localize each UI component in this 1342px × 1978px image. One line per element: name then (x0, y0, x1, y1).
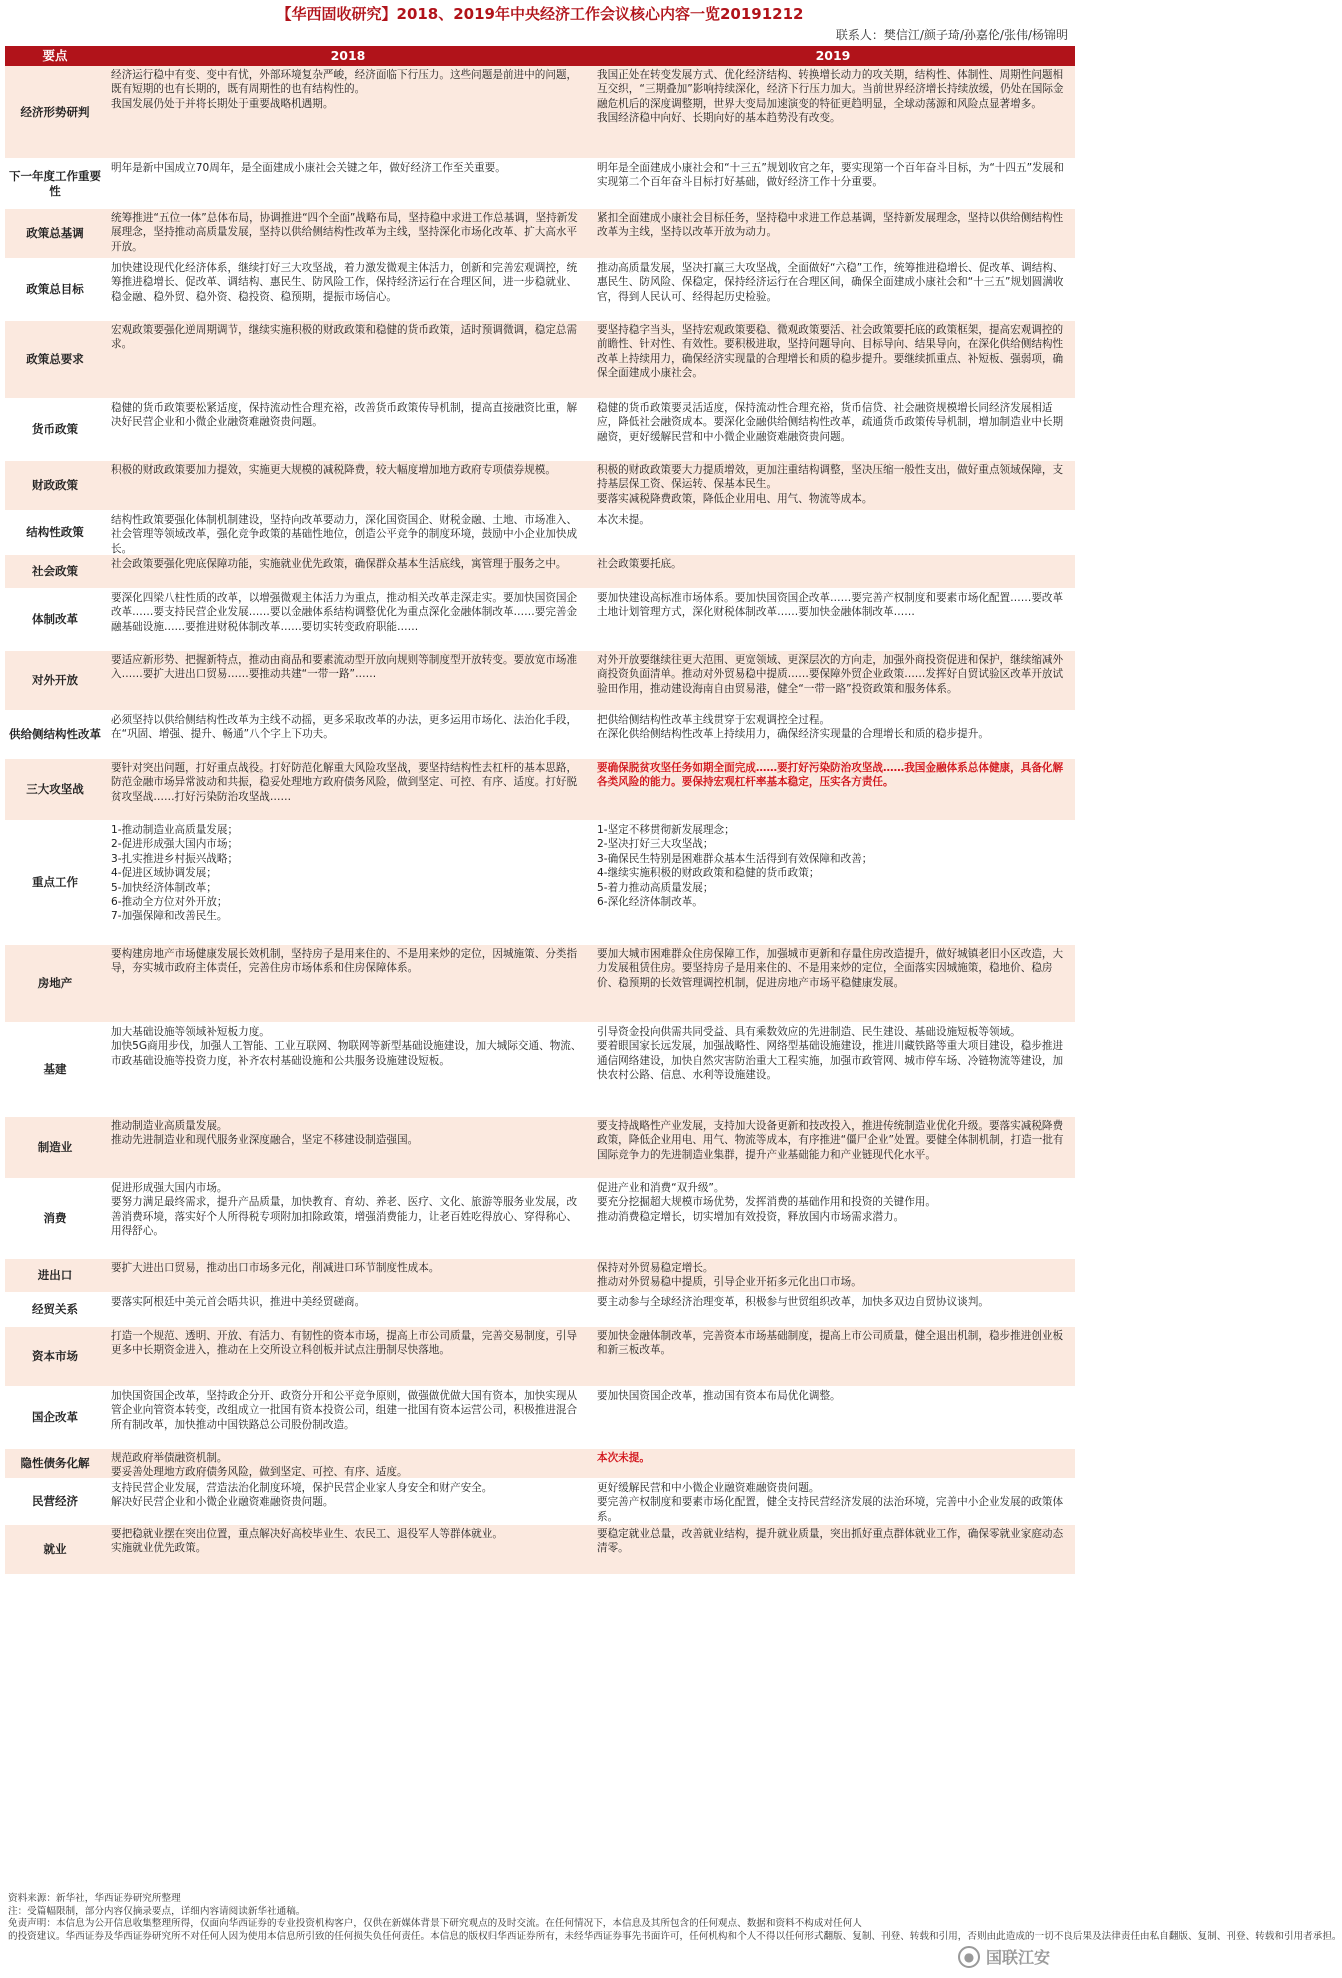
table-row (5, 321, 1075, 399)
table-row (5, 209, 1075, 259)
cell-2019: 要加快金融体制改革，完善资本市场基础制度，提高上市公司质量，健全退出机制，稳步推进创业板和新三板改革。 (597, 1330, 1064, 1357)
table-row (5, 821, 1075, 945)
cell-2019: 明年是全面建成小康社会和“十三五”规划收官之年，要实现第一个百年奋斗目标，为“十四五”发展和实现第二个百年奋斗目标打好基础，做好经济工作十分重要。 (597, 162, 1064, 189)
cell-2019: 本次未提。 (597, 1452, 650, 1464)
footer-note: 注：受篇幅限制，部分内容仅摘录要点，详细内容请阅读新华社通稿。 (8, 1905, 306, 1917)
cell-2019: 我国正处在转变发展方式、优化经济结构、转换增长动力的攻关期，结构性、体制性、周期性问题相互交织，“三期叠加”影响持续深化，经济下行压力加大。当前世界经济增长持续放缓，仍处在国际金融危机后的深度调整期，世界大变局加速演变的特征更趋明显，全球动荡源和风险点显著增多。 我国经济稳中向好、长期向好的基本趋势没有改变。 (597, 69, 1064, 125)
table-row (5, 589, 1075, 651)
table-body (5, 66, 1075, 1575)
cell-2018: 加快建设现代化经济体系，继续打好三大攻坚战，着力激发微观主体活力，创新和完善宏观调控，统筹推进稳增长、促改革、调结构、惠民生、防风险工作，保持经济运行在合理区间，进一步稳就业、稳金融、稳外贸、稳外资、稳投资、稳预期，提振市场信心。 (111, 262, 578, 303)
cell-2018: 推动制造业高质量发展。 推动先进制造业和现代服务业深度融合，坚定不移建设制造强国。 (111, 1120, 419, 1147)
contacts-line: 联系人：樊信江/颜子琦/孙嘉伦/张伟/杨锦明 (835, 28, 1068, 42)
cell-2019: 要加快国资国企改革，推动国有资本布局优化调整。 (597, 1390, 841, 1402)
cell-2019: 要加快建设高标准市场体系。要加快国资国企改革……要完善产权制度和要素市场化配置……要改革土地计划管理方式，深化财税体制改革……要加快金融体制改革…… (597, 592, 1064, 619)
table-header (5, 46, 1075, 66)
cell-2019: 促进产业和消费“双升级”。 要充分挖掘超大规模市场优势，发挥消费的基础作用和投资的关键作用。 推动消费稳定增长，切实增加有效投资，释放国内市场需求潜力。 (597, 1182, 936, 1223)
cell-2019: 更好缓解民营和中小微企业融资难融资贵问题。 要完善产权制度和要素市场化配置，健全支持民营经济发展的法治环境，完善中小企业发展的政策体系。 (597, 1482, 1064, 1523)
row-topic: 进出口 (37, 1268, 73, 1282)
table-row (5, 1117, 1075, 1179)
row-topic: 资本市场 (32, 1349, 78, 1363)
table-row (5, 651, 1075, 711)
table-row (5, 259, 1075, 321)
row-topic: 供给侧结构性改革 (9, 727, 101, 741)
cell-2018: 促进形成强大国内市场。 要努力满足最终需求，提升产品质量，加快教育、育幼、养老、医疗、文化、旅游等服务业发展，改善消费环境，落实好个人所得税专项附加扣除政策，增强消费能力，让老百姓吃得放心、穿得称心、用得舒心。 (111, 1182, 578, 1238)
cell-2018: 规范政府举债融资机制。 要妥善处理地方政府债务风险，做到坚定、可控、有序、适度。 (111, 1452, 408, 1479)
table-row (5, 1479, 1075, 1525)
row-topic: 就业 (43, 1542, 67, 1556)
footer-disclaimer-1: 免责声明：本信息为公开信息收集整理所得，仅面向华西证券的专业投资机构客户，仅供在新媒体背景下研究观点的及时交流。在任何情况下，本信息及其所包含的任何观点、数据和资料不构成对任何人 (8, 1918, 862, 1930)
table-row (5, 159, 1075, 209)
cell-2018: 要深化四梁八柱性质的改革，以增强微观主体活力为重点，推动相关改革走深走实。要加快国资国企改革……要支持民营企业发展……要以金融体系结构调整优化为重点深化金融体制改革……要完善金融基础设施……要推进财税体制改革……要切实转变政府职能…… (111, 592, 578, 633)
table-row (5, 1259, 1075, 1293)
cell-2019: 1-坚定不移贯彻新发展理念； 2-坚决打好三大攻坚战； 3-确保民生特别是困难群众基本生活得到有效保障和改善； 4-继续实施积极的财政政策和稳健的货币政策； 5-着力推动高质量发展； 6-深化经济体制改革。 (597, 824, 873, 909)
table-row (5, 1293, 1075, 1327)
table-row (5, 66, 1075, 159)
cell-2018: 结构性政策要强化体制机制建设，坚持向改革要动力，深化国资国企、财税金融、土地、市场准入、社会管理等领域改革，强化竞争政策的基础性地位，创造公平竞争的制度环境，鼓励中小企业加快成长。 (111, 514, 578, 555)
row-topic: 货币政策 (32, 422, 78, 436)
cell-2019: 推动高质量发展，坚决打赢三大攻坚战，全面做好“六稳”工作，统筹推进稳增长、促改革、调结构、惠民生、防风险、保稳定，保持经济运行在合理区间，确保全面建成小康社会和“十三五”规划圆满收官，得到人民认可、经得起历史检验。 (597, 262, 1064, 303)
row-topic: 政策总基调 (26, 226, 84, 240)
cell-2018: 要扩大进出口贸易，推动出口市场多元化，削减进口环节制度性成本。 (111, 1262, 440, 1274)
row-topic: 下一年度工作重要性 (9, 168, 101, 198)
table-row (5, 399, 1075, 461)
watermark-text: 国联江安 (985, 1948, 1050, 1967)
cell-2019: 对外开放要继续往更大范围、更宽领域、更深层次的方向走，加强外商投资促进和保护，继续缩减外商投资负面清单。推动对外贸易稳中提质……要保障外贸企业政策……发挥好自贸试验区改革开放试验田作用，推动建设海南自由贸易港，健全“一带一路”投资政策和服务体系。 (597, 654, 1064, 695)
row-topic: 重点工作 (32, 875, 78, 889)
row-topic: 经济形势研判 (20, 104, 90, 119)
table-row (5, 1525, 1075, 1575)
table-row (5, 511, 1075, 555)
table-row (5, 461, 1075, 511)
row-topic: 经贸关系 (32, 1302, 78, 1316)
cell-2018: 要适应新形势、把握新特点，推动由商品和要素流动型开放向规则等制度型开放转变。要放宽市场准入……要扩大进出口贸易……要推动共建“一带一路”…… (111, 654, 578, 681)
table-row (5, 1179, 1075, 1259)
watermark (958, 1945, 1050, 1968)
header-2019: 2019 (815, 48, 851, 63)
cell-2019: 要主动参与全球经济治理变革，积极参与世贸组织改革，加快多双边自贸协议谈判。 (597, 1296, 989, 1308)
header-topic: 要点 (42, 48, 68, 63)
row-topic: 制造业 (37, 1140, 73, 1154)
cell-2018: 必须坚持以供给侧结构性改革为主线不动摇，更多采取改革的办法，更多运用市场化、法治化手段，在“巩固、增强、提升、畅通”八个字上下功夫。 (111, 714, 578, 741)
row-topic: 社会政策 (32, 564, 78, 578)
table-row (5, 1387, 1075, 1449)
cell-2018: 社会政策要强化兜底保障功能，实施就业优先政策，确保群众基本生活底线，寓管理于服务之中。 (111, 558, 567, 570)
table-row (5, 1023, 1075, 1117)
cell-2018: 打造一个规范、透明、开放、有活力、有韧性的资本市场，提高上市公司质量，完善交易制度，引导更多中长期资金进入，推动在上交所设立科创板并试点注册制尽快落地。 (111, 1330, 578, 1357)
cell-2019: 稳健的货币政策要灵活适度，保持流动性合理充裕，货币信贷、社会融资规模增长同经济发展相适应，降低社会融资成本。要深化金融供给侧结构性改革，疏通货币政策传导机制，增加制造业中长期融资，更好缓解民营和中小微企业融资难融资贵问题。 (597, 402, 1064, 443)
cell-2019: 积极的财政政策要大力提质增效，更加注重结构调整，坚决压缩一般性支出，做好重点领域保障，支持基层保工资、保运转、保基本民生。 要落实减税降费政策，降低企业用电、用气、物流等成本。 (597, 464, 1064, 505)
cell-2018: 要构建房地产市场健康发展长效机制，坚持房子是用来住的、不是用来炒的定位，因城施策、分类指导，夯实城市政府主体责任，完善住房市场体系和住房保障体系。 (111, 948, 578, 975)
cell-2019: 要确保脱贫攻坚任务如期全面完成……要打好污染防治攻坚战……我国金融体系总体健康，具备化解各类风险的能力。要保持宏观杠杆率基本稳定，压实各方责任。 (597, 762, 1064, 789)
page-title: 【华西固收研究】2018、2019年中央经济工作会议核心内容一览20191212 (276, 5, 804, 23)
cell-2018: 加快国资国企改革，坚持政企分开、政资分开和公平竞争原则，做强做优做大国有资本，加快实现从管企业向管资本转变，改组成立一批国有资本投资公司，组建一批国有资本运营公司，积极推进混合所有制改革，加快推动中国铁路总公司股份制改造。 (111, 1390, 578, 1431)
footer-source: 资料来源：新华社，华西证券研究所整理 (8, 1893, 181, 1904)
cell-2019: 要稳定就业总量，改善就业结构，提升就业质量，突出抓好重点群体就业工作，确保零就业家庭动态清零。 (597, 1528, 1064, 1555)
cell-2018: 宏观政策要强化逆周期调节，继续实施积极的财政政策和稳健的货币政策，适时预调微调，稳定总需求。 (111, 324, 578, 351)
cell-2018: 统筹推进“五位一体”总体布局，协调推进“四个全面”战略布局，坚持稳中求进工作总基调，坚持新发展理念，坚持推动高质量发展，坚持以供给侧结构性改革为主线，坚持深化市场化改革、扩大高水平开放。 (111, 212, 578, 253)
cell-2018: 要落实阿根廷中美元首会晤共识，推进中美经贸磋商。 (111, 1296, 366, 1308)
table-row (5, 711, 1075, 759)
cell-2018: 经济运行稳中有变、变中有忧，外部环境复杂严峻，经济面临下行压力。这些问题是前进中的问题，既有短期的也有长期的，既有周期性的也有结构性的。 我国发展仍处于并将长期处于重要战略机遇期。 (111, 69, 578, 110)
cell-2019: 要加大城市困难群众住房保障工作，加强城市更新和存量住房改造提升，做好城镇老旧小区改造，大力发展租赁住房。要坚持房子是用来住的、不是用来炒的定位，全面落实因城施策，稳地价、稳房价、稳预期的长效管理调控机制，促进房地产市场平稳健康发展。 (597, 948, 1064, 989)
cell-2018: 支持民营企业发展，营造法治化制度环境，保护民营企业家人身安全和财产安全。 解决好民营企业和小微企业融资难融资贵问题。 (111, 1482, 493, 1509)
cell-2019: 本次未提。 (597, 514, 650, 526)
table-row (5, 1327, 1075, 1387)
cell-2019: 紧扣全面建成小康社会目标任务，坚持稳中求进工作总基调，坚持新发展理念，坚持以供给侧结构性改革为主线，坚持以改革开放为动力。 (597, 212, 1064, 239)
wechat-icon: ● (958, 1946, 980, 1968)
row-topic: 民营经济 (32, 1494, 78, 1508)
table-row (5, 1449, 1075, 1479)
cell-2018: 稳健的货币政策要松紧适度，保持流动性合理充裕，改善货币政策传导机制，提高直接融资比重，解决好民营企业和小微企业融资难融资贵问题。 (111, 402, 578, 429)
cell-2018: 加大基础设施等领域补短板力度。 加快5G商用步伐，加强人工智能、工业互联网、物联网等新型基础设施建设，加大城际交通、物流、市政基础设施等投资力度，补齐农村基础设施和公共服务设施建设短板。 (111, 1026, 582, 1067)
row-topic: 三大攻坚战 (26, 782, 84, 796)
row-topic: 政策总要求 (26, 352, 84, 366)
cell-2019: 保持对外贸易稳定增长。 推动对外贸易稳中提质，引导企业开拓多元化出口市场。 (597, 1262, 862, 1289)
row-topic: 财政政策 (32, 478, 78, 492)
cell-2018: 要针对突出问题，打好重点战役。打好防范化解重大风险攻坚战，要坚持结构性去杠杆的基本思路，防范金融市场异常波动和共振，稳妥处理地方政府债务风险，做到坚定、可控、有序、适度。打好脱贫攻坚战……打好污染防治攻坚战…… (111, 762, 578, 803)
row-topic: 体制改革 (32, 612, 78, 626)
row-topic: 基建 (43, 1062, 67, 1076)
row-topic: 结构性政策 (26, 525, 84, 539)
cell-2018: 明年是新中国成立70周年，是全面建成小康社会关键之年，做好经济工作至关重要。 (111, 162, 506, 174)
table-row (5, 555, 1075, 589)
cell-2019: 要坚持稳字当头，坚持宏观政策要稳、微观政策要活、社会政策要托底的政策框架，提高宏观调控的前瞻性、针对性、有效性。要积极进取，坚持问题导向、目标导向、结果导向，在深化供给侧结构性改革上持续用力，确保经济实现量的合理增长和质的稳步提升。要继续抓重点、补短板、强弱项，确保全面建成小康社会。 (597, 324, 1064, 380)
table-row (5, 759, 1075, 821)
footer-notes (8, 1893, 1342, 1943)
table-row (5, 945, 1075, 1023)
header-2018: 2018 (330, 48, 366, 63)
row-topic: 国企改革 (32, 1410, 78, 1424)
cell-2019: 要支持战略性产业发展，支持加大设备更新和技改投入，推进传统制造业优化升级。要落实减税降费政策，降低企业用电、用气、物流等成本，有序推进“僵尸企业”处置。要健全体制机制，打造一批有国际竞争力的先进制造业集群，提升产业基础能力和产业链现代化水平。 (597, 1120, 1064, 1161)
cell-2018: 要把稳就业摆在突出位置，重点解决好高校毕业生、农民工、退役军人等群体就业。 实施就业优先政策。 (111, 1528, 503, 1555)
cell-2019: 社会政策要托底。 (597, 558, 682, 570)
row-topic: 消费 (43, 1211, 67, 1225)
cell-2019: 把供给侧结构性改革主线贯穿于宏观调控全过程。 在深化供给侧结构性改革上持续用力，确保经济实现量的合理增长和质的稳步提升。 (597, 714, 989, 741)
row-topic: 对外开放 (32, 673, 78, 687)
comparison-table (5, 46, 1075, 1575)
cell-2018: 积极的财政政策要加力提效，实施更大规模的减税降费，较大幅度增加地方政府专项债券规模。 (111, 464, 556, 476)
row-topic: 隐性债务化解 (20, 1456, 90, 1470)
cell-2018: 1-推动制造业高质量发展； 2-促进形成强大国内市场； 3-扎实推进乡村振兴战略； 4-促进区域协调发展； 5-加快经济体制改革； 6-推动全方位对外开放； 7-加强保障和改善民生。 (111, 824, 239, 923)
row-topic: 房地产 (37, 976, 73, 990)
cell-2019: 引导资金投向供需共同受益、具有乘数效应的先进制造、民生建设、基础设施短板等领域。 要着眼国家长远发展，加强战略性、网络型基础设施建设，推进川藏铁路等重大项目建设，稳步推进通信网络建设，加快自然灾害防治重大工程实施，加强市政管网、城市停车场、冷链物流等建设，加快农村公路、信息、水利等设施建设。 (597, 1026, 1064, 1082)
footer-disclaimer-2: 的投资建议。华西证券及华西证券研究所不对任何人因为使用本信息所引致的任何损失负任何责任。本信息的版权归华西证券所有，未经华西证券事先书面许可，任何机构和个人不得以任何形式翻版、复制、刊登、转载和引用，否则由此造成的一切不良后果及法律责任由私自翻版、复制、刊登、转载和引用者承担。 (8, 1930, 1342, 1942)
row-topic: 政策总目标 (26, 282, 84, 296)
